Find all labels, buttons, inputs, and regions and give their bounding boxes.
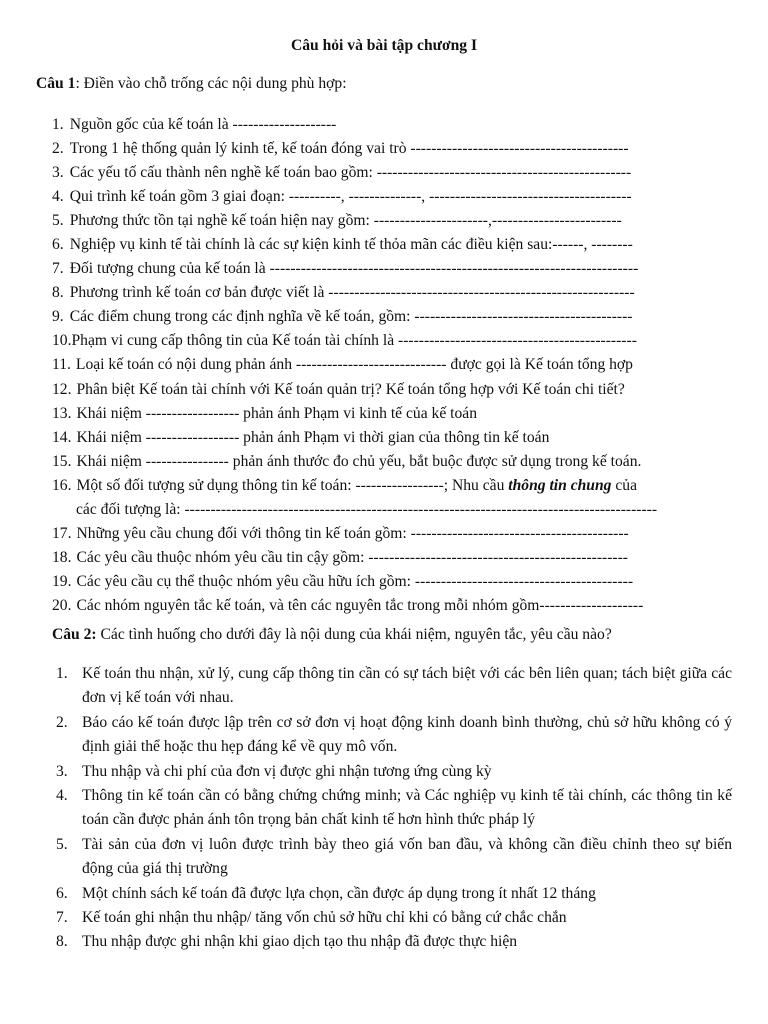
list-item-number: 15. — [52, 452, 72, 470]
list-item-number: 5. — [52, 212, 64, 230]
list-item-text: Khái niệm ------------------ phản ánh Phạm vi thời gian của thông tin kế toán — [76, 428, 550, 446]
list-item-emphasis: thông tin chung — [508, 476, 612, 494]
list-item — [52, 570, 732, 594]
list-item-number: 17. — [52, 524, 72, 542]
list-item-text: Thu nhập được ghi nhận khi giao dịch tạo thu nhập đã được thực hiện — [82, 933, 518, 951]
list-item-number: 9. — [52, 308, 64, 326]
list-item-text: Phạm vi cung cấp thông tin của Kế toán tài chính là ---------------------------------------------- — [71, 332, 637, 350]
list-item-text: Những yêu cầu chung đối với thông tin kế toán gồm: ------------------------------------------ — [76, 524, 629, 542]
list-item-number: 18. — [52, 548, 72, 566]
list-item-text: Báo cáo kế toán được lập trên cơ sở đơn vị hoạt động kinh doanh bình thường, chủ sở hữu không có ý định giải thể hoặc thu hẹp đáng kể về quy mô vốn. — [82, 713, 732, 756]
list-item-number: 20. — [52, 596, 72, 614]
list-item-number: 5. — [56, 835, 68, 853]
list-item-number: 2. — [56, 713, 68, 731]
list-item-text: Nghiệp vụ kinh tế tài chính là các sự kiện kinh tế thỏa mãn các điều kiện sau:------, -------- — [69, 236, 633, 254]
list-item — [52, 161, 732, 185]
list-item-text: Loại kế toán có nội dung phản ánh ----------------------------- được gọi là Kế toán tổng hợp — [75, 356, 633, 374]
list-item-number: 11. — [52, 356, 71, 374]
list-item-text: Các yêu cầu thuộc nhóm yêu cầu tin cậy gồm: -------------------------------------------------- — [76, 548, 628, 566]
list-item-text: Phương thức tồn tại nghề kế toán hiện nay gồm: ----------------------,------------------------- — [69, 212, 622, 230]
list-item — [56, 711, 732, 760]
list-item-text: Tài sản của đơn vị luôn được trình bày theo giá vốn ban đầu, và không cần điều chỉnh theo sự biến động của giá thị trường — [82, 835, 732, 878]
list-item-number: 4. — [56, 787, 68, 805]
list-item-text: Đối tượng chung của kế toán là ----------------------------------------------------------------------- — [69, 260, 639, 278]
list-item — [56, 930, 732, 954]
list-item-number: 8. — [52, 284, 64, 302]
list-item-text: Thu nhập và chi phí của đơn vị được ghi nhận tương ứng cùng kỳ — [82, 762, 492, 780]
list-item-text: Phương trình kế toán cơ bản được viết là ----------------------------------------------------------- — [69, 284, 635, 302]
list-item-text: Một số đối tượng sử dụng thông tin kế toán: -----------------; Nhu cầu — [76, 476, 509, 494]
list-item-text: Các nhóm nguyên tắc kế toán, và tên các nguyên tắc trong mỗi nhóm gồm-------------------- — [76, 596, 644, 614]
list-item-number: 7. — [52, 260, 64, 278]
list-item-number: 1. — [52, 116, 64, 133]
list-item-number: 19. — [52, 572, 72, 590]
list-item — [56, 662, 732, 711]
list-item-number: 3. — [52, 164, 64, 182]
list-item-text: Phân biệt Kế toán tài chính với Kế toán quản trị? Kế toán tổng hợp với Kế toán chi tiết? — [76, 380, 625, 398]
question-2-prompt: Các tình huống cho dưới đây là nội dung của khái niệm, nguyên tắc, yêu cầu nào? — [96, 626, 612, 643]
list-item-number: 10. — [52, 332, 72, 350]
list-item-number: 6. — [52, 236, 64, 254]
list-item-text: Khái niệm ------------------ phản ánh Phạm vi kinh tế của kế toán — [76, 404, 478, 422]
list-item-continuation: các đối tượng là: ------------------------------------------------------------------------------------------- — [76, 500, 658, 518]
question-1-list — [52, 113, 732, 618]
list-item-number: 16. — [52, 476, 72, 494]
list-item — [52, 329, 732, 353]
list-item-text: Khái niệm ---------------- phản ánh thước đo chủ yếu, bắt buộc được sử dụng trong kế toán. — [76, 452, 642, 470]
list-item — [52, 402, 732, 426]
list-item-text: của — [611, 476, 637, 494]
list-item — [52, 137, 732, 161]
list-item-text: Thông tin kế toán cần có bằng chứng chứng minh; và Các nghiệp vụ kinh tế tài chính, các thông tin kế toán cần được phản ánh tôn trọng bản chất kinh tế hơn hình thức pháp lý — [82, 787, 732, 829]
list-item-text: Các yêu cầu cụ thể thuộc nhóm yêu cầu hữu ích gồm: ------------------------------------------ — [76, 572, 634, 590]
list-item-text: Kế toán thu nhận, xử lý, cung cấp thông tin cần có sự tách biệt với các bên liên quan; tách biệt giữa các đơn vị kế toán với nhau. — [82, 665, 732, 707]
list-item-text: Nguồn gốc của kế toán là -------------------- — [69, 116, 337, 133]
list-item-number: 8. — [56, 933, 68, 951]
list-item — [56, 833, 732, 882]
list-item-number: 3. — [56, 762, 68, 780]
list-item-text: Kế toán ghi nhận thu nhập/ tăng vốn chủ sở hữu chỉ khi có bằng cứ chắc chắn — [82, 909, 567, 927]
question-2-label: Câu 2: — [52, 626, 97, 643]
list-item — [56, 906, 732, 930]
list-item — [52, 209, 732, 233]
list-item-number: 14. — [52, 428, 72, 446]
question-2-list — [56, 662, 732, 955]
question-2-heading — [52, 626, 612, 644]
list-item — [52, 522, 732, 546]
list-item-number: 4. — [52, 188, 64, 206]
list-item-number: 12. — [52, 380, 72, 398]
list-item-number: 13. — [52, 404, 72, 422]
question-1-prompt: : Điền vào chỗ trống các nội dung phù hợp: — [75, 75, 347, 92]
list-item — [52, 594, 732, 618]
list-item — [52, 546, 732, 570]
list-item-text: Các điểm chung trong các định nghĩa về kế toán, gồm: ------------------------------------------ — [69, 308, 633, 326]
list-item-number: 6. — [56, 884, 68, 902]
list-item — [56, 784, 732, 833]
question-1-label: Câu 1 — [36, 75, 76, 92]
list-item — [52, 474, 732, 522]
list-item-number: 7. — [56, 909, 68, 927]
document-title: Câu hỏi và bài tập chương I — [290, 37, 478, 54]
list-item-text: Trong 1 hệ thống quản lý kinh tế, kế toán đóng vai trò ------------------------------------------ — [69, 140, 629, 158]
list-item — [52, 353, 732, 377]
list-item — [52, 113, 732, 137]
list-item — [52, 378, 732, 402]
list-item — [52, 450, 732, 474]
list-item — [56, 760, 732, 784]
list-item-text: Các yếu tố cấu thành nên nghề kế toán bao gồm: ------------------------------------------------- — [69, 164, 632, 182]
list-item-text: Qui trình kế toán gồm 3 giai đoạn: ----------, --------------, --------------------------------------- — [69, 188, 632, 206]
list-item — [52, 281, 732, 305]
list-item-number: 1. — [56, 665, 68, 682]
list-item — [52, 233, 732, 257]
list-item-text: Một chính sách kế toán đã được lựa chọn, cần được áp dụng trong ít nhất 12 tháng — [82, 884, 596, 902]
question-1-heading — [36, 75, 347, 93]
list-item — [52, 305, 732, 329]
list-item — [52, 185, 732, 209]
list-item — [52, 257, 732, 281]
list-item — [52, 426, 732, 450]
list-item-number: 2. — [52, 140, 64, 158]
list-item — [56, 882, 732, 906]
